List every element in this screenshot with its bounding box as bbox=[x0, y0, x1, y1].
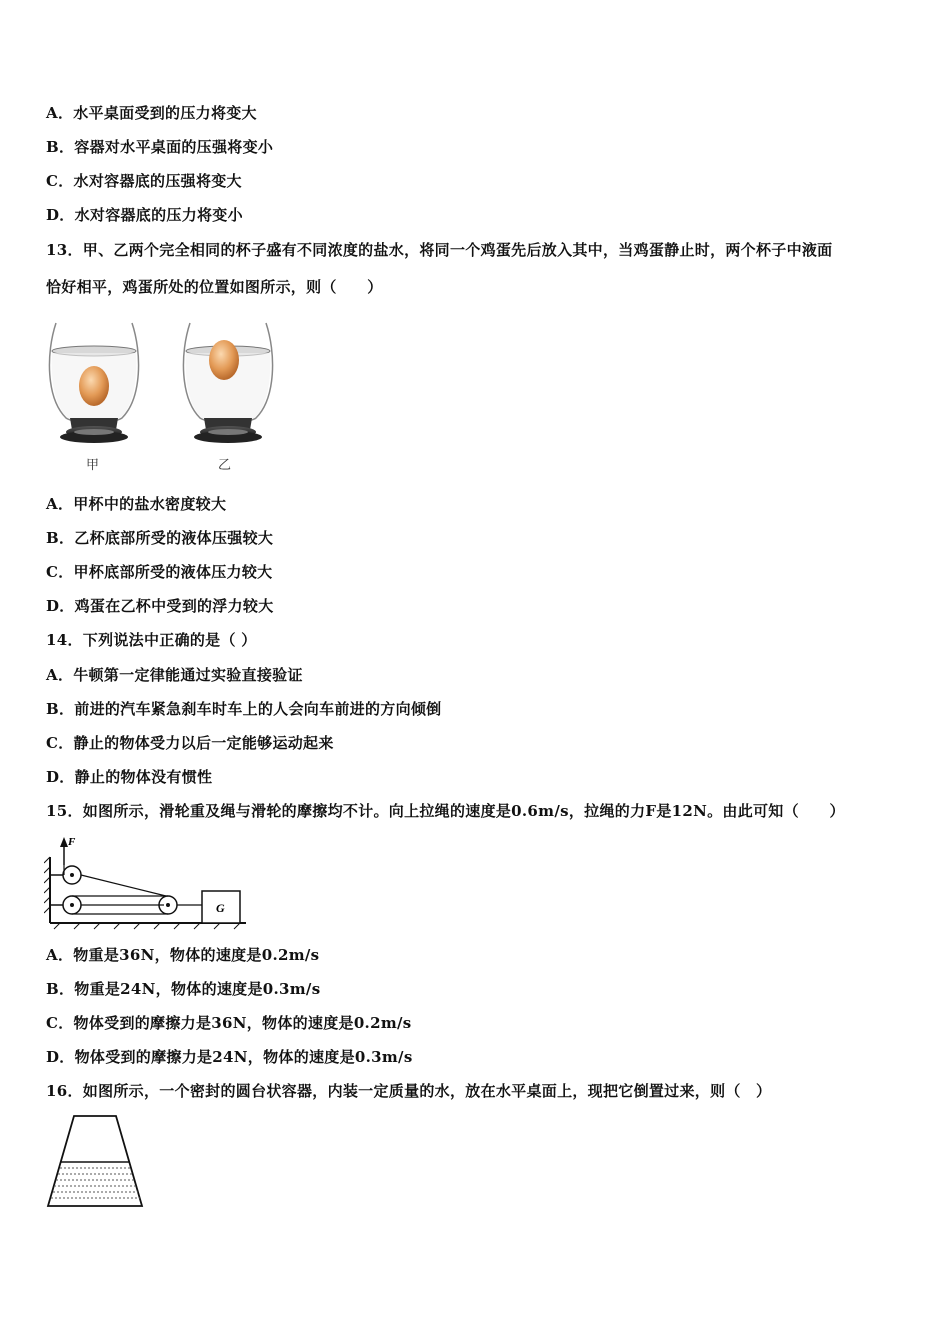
q15-option-a: A．物重是36N，物体的速度是0.2m/s bbox=[46, 946, 320, 964]
q15-option-c: C．物体受到的摩擦力是36N，物体的速度是0.2m/s bbox=[46, 1014, 412, 1032]
q13-stem-line2: 恰好相平，鸡蛋所处的位置如图所示，则（ ） bbox=[46, 278, 383, 296]
q16-stem: 16．如图所示，一个密封的圆台状容器，内装一定质量的水，放在水平桌面上，现把它倒置过来，则（ ） bbox=[46, 1082, 772, 1100]
q13-option-a: A．甲杯中的盐水密度较大 bbox=[46, 495, 227, 513]
glass-jia bbox=[49, 323, 138, 443]
q15-option-b: B．物重是24N，物体的速度是0.3m/s bbox=[46, 980, 321, 998]
q12-option-c: C．水对容器底的压强将变大 bbox=[46, 172, 242, 190]
block-label-g: G bbox=[216, 901, 225, 915]
q12-option-d: D．水对容器底的压力将变小 bbox=[46, 206, 243, 224]
q14-option-d: D．静止的物体没有惯性 bbox=[46, 768, 213, 786]
q13-option-c: C．甲杯底部所受的液体压力较大 bbox=[46, 563, 273, 581]
q13-egg-figure bbox=[44, 318, 284, 478]
q13-option-b: B．乙杯底部所受的液体压强较大 bbox=[46, 529, 274, 547]
q15-pulley-figure bbox=[44, 833, 254, 933]
q15-stem: 15．如图所示，滑轮重及绳与滑轮的摩擦均不计。向上拉绳的速度是0.6m/s，拉绳的力F是12N。由此可知（ ） bbox=[46, 802, 845, 820]
q14-option-c: C．静止的物体受力以后一定能够运动起来 bbox=[46, 734, 334, 752]
q14-stem: 14．下列说法中正确的是（ ） bbox=[46, 631, 257, 649]
q12-option-a: A．水平桌面受到的压力将变大 bbox=[46, 104, 257, 122]
caption-jia: 甲 bbox=[86, 458, 100, 473]
q15-option-d: D．物体受到的摩擦力是24N，物体的速度是0.3m/s bbox=[46, 1048, 413, 1066]
egg-yi bbox=[209, 340, 239, 380]
egg-jia bbox=[79, 366, 109, 406]
caption-yi: 乙 bbox=[218, 458, 232, 473]
q13-option-d: D．鸡蛋在乙杯中受到的浮力较大 bbox=[46, 597, 274, 615]
q16-frustum-container bbox=[44, 1112, 148, 1212]
force-label-f: F bbox=[68, 836, 76, 848]
glass-yi bbox=[183, 323, 272, 443]
q13-stem-line1: 13．甲、乙两个完全相同的杯子盛有不同浓度的盐水，将同一个鸡蛋先后放入其中，当鸡蛋静止时，两个杯子中液面 bbox=[46, 241, 833, 259]
q14-option-b: B．前进的汽车紧急刹车时车上的人会向车前进的方向倾倒 bbox=[46, 700, 442, 718]
q14-option-a: A．牛顿第一定律能通过实验直接验证 bbox=[46, 666, 303, 684]
q12-option-b: B．容器对水平桌面的压强将变小 bbox=[46, 138, 274, 156]
